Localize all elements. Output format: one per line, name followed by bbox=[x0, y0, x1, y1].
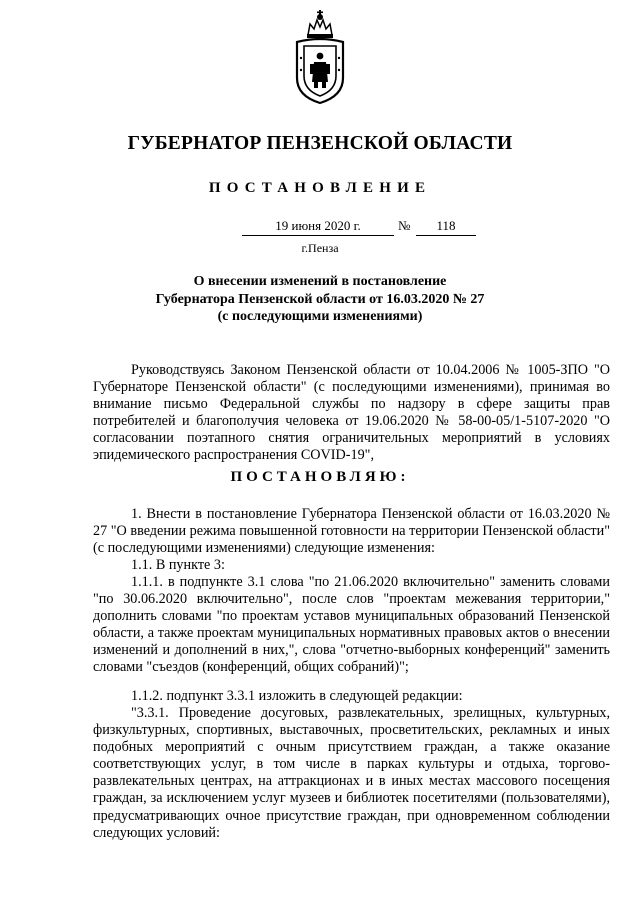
item-1-paragraph: 1. Внести в постановление Губернатора Пензенской области от 16.03.2020 № 27 "О введении режима повышенной готовности на территории Пензенской области" (с последующими изменениями) следующие изменения: bbox=[93, 506, 610, 557]
date-number-line bbox=[0, 218, 640, 238]
document-number: 118 bbox=[416, 218, 476, 236]
preamble-paragraph: Руководствуясь Законом Пензенской области от 10.04.2006 № 1005-ЗПО "О Губернаторе Пензенской области" (с последующими изменениями), принимая во внимание письмо Федеральной службы по надзору в сфере защиты прав потребителей и благополучия человека от 19.06.2020 № 58-00-05/1-5107-2020 "О согласовании поэтапного снятия ограничительных мероприятий в условиях эпидемического распространения COVID-19", bbox=[93, 362, 610, 464]
item-1-1-paragraph: 1.1. В пункте 3: bbox=[131, 557, 225, 573]
title-line: О внесении изменений в постановление bbox=[193, 274, 447, 289]
title-line: Губернатора Пензенской области от 16.03.2020 № 27 bbox=[155, 291, 485, 307]
item-1-1-1-paragraph: 1.1.1. в подпункте 3.1 слова "по 21.06.2020 включительно" заменить словами "по 30.06.2020 включительно", после слов "проектам межевания территории," дополнить словами "по проектам уставов муниципальных образований Пензенской области, а также проектам муниципальных нормативных правовых актов о внесении изменений и дополнений в них,", слова "отчетно-выборных конференций" заменить словами "съездов (конференций, общих собраний)"; bbox=[93, 574, 610, 676]
issuing-authority: ГУБЕРНАТОР ПЕНЗЕНСКОЙ ОБЛАСТИ bbox=[127, 133, 513, 154]
document-title bbox=[0, 273, 640, 326]
subitem-3-3-1-paragraph: "3.3.1. Проведение досуговых, развлекательных, зрелищных, культурных, физкультурных, спортивных, выставочных, просветительских, рекламных и иных подобных мероприятий с очным присутствием граждан, а также оказание соответствующих услуг, в том числе в парках культуры и отдыха, торгово-развлекательных центрах, на аттракционах и в иных местах массового посещения граждан, за исключением услуг музеев и библиотек посетителями (пользователями), предусматривающих очное присутствие граждан, при одновременном соблюдении следующих условий: bbox=[93, 705, 610, 841]
title-line: (с последующими изменениями) bbox=[217, 309, 423, 324]
document-date: 19 июня 2020 г. bbox=[242, 218, 394, 236]
item-1-1-2-paragraph: 1.1.2. подпункт 3.3.1 изложить в следующей редакции: bbox=[131, 688, 463, 704]
document-type: ПОСТАНОВЛЕНИЕ bbox=[208, 180, 432, 196]
coat-of-arms-icon bbox=[291, 8, 349, 106]
city: г.Пенза bbox=[301, 241, 339, 255]
decree-heading: ПОСТАНОВЛЯЮ: bbox=[230, 469, 410, 485]
number-label: № bbox=[398, 218, 411, 233]
